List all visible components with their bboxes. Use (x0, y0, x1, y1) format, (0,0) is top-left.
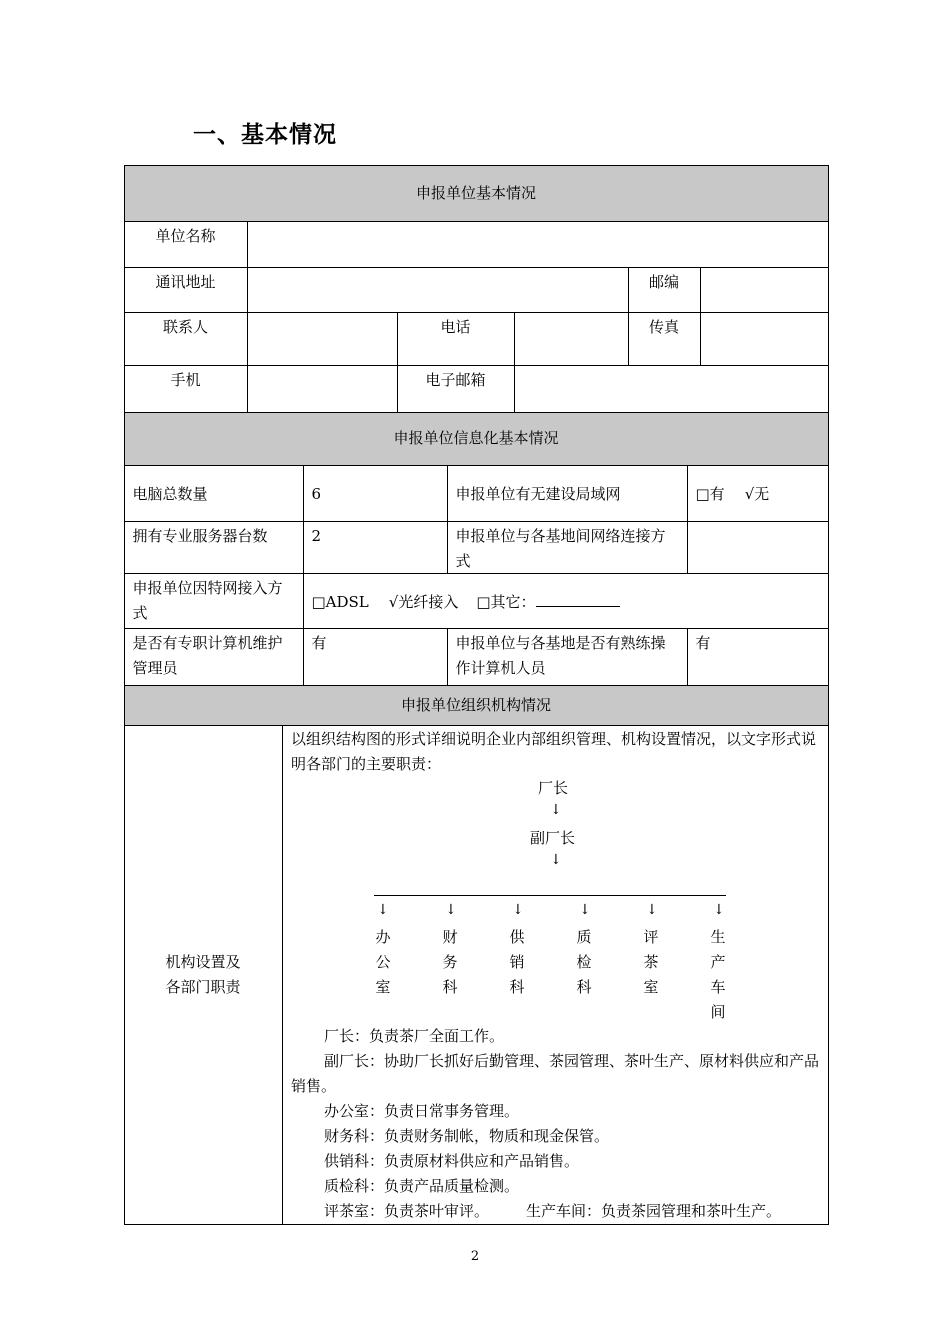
phone-label: 电话 (397, 312, 515, 366)
computers-label: 电脑总数量 (124, 465, 304, 522)
org-label-line2: 各部门职责 (165, 977, 241, 996)
arrow-down-icon: ↓ (377, 902, 389, 918)
dept-finance (435, 925, 465, 1000)
dept-office (368, 925, 398, 1000)
arrow-down-icon: ↓ (713, 902, 725, 918)
unit-name-label: 单位名称 (124, 221, 248, 268)
duty-tea-review: 评茶室：负责茶叶审评。 (324, 1202, 490, 1220)
chart-branch-line (374, 895, 726, 896)
mobile-value[interactable] (247, 365, 398, 413)
mobile-label: 手机 (124, 365, 248, 413)
duty-finance: 财务科：负责财务制帐，物质和现金保管。 (324, 1127, 610, 1145)
dept-char: 生 (710, 928, 726, 946)
lan-label: 申报单位有无建设局域网 (447, 465, 688, 522)
postcode-label: 邮编 (628, 267, 701, 313)
dept-char: 间 (710, 1003, 726, 1021)
unit-name-value[interactable] (247, 221, 829, 268)
it-staff-label: 是否有专职计算机维护管理员 (124, 628, 304, 686)
arrow-down-icon: ↓ (646, 902, 658, 918)
dept-char: 茶 (643, 953, 659, 971)
dept-char: 评 (643, 928, 659, 946)
page-number: 2 (470, 1249, 480, 1264)
arrow-down-icon: ↓ (550, 852, 562, 868)
org-label-line1: 机构设置及 (165, 952, 241, 971)
lan-no-checkbox[interactable]: √无 (744, 484, 770, 503)
chart-node-deputy-text: 副厂长 (530, 829, 576, 847)
dept-workshop (703, 925, 733, 1025)
operators-label: 申报单位与各基地是否有熟练操作计算机人员 (447, 628, 688, 686)
internet-adsl-checkbox[interactable]: □ADSL (311, 592, 369, 611)
duty-office: 办公室：负责日常事务管理。 (324, 1102, 520, 1120)
chart-node-deputy (530, 826, 575, 851)
dept-char: 产 (710, 953, 726, 971)
dept-char: 办 (375, 928, 391, 946)
internet-label: 申报单位因特网接入方式 (124, 573, 304, 629)
contact-value[interactable] (247, 312, 398, 366)
org-intro: 以组织结构图的形式详细说明企业内部组织管理、机构设置情况，以文字形式说明各部门的主要职责： (291, 730, 817, 773)
address-label: 通讯地址 (124, 267, 248, 313)
network-label: 申报单位与各基地间网络连接方式 (447, 521, 688, 574)
computers-value[interactable]: 6 (303, 465, 448, 522)
dept-char: 供 (509, 928, 525, 946)
section-header-basic (124, 165, 829, 222)
servers-label: 拥有专业服务器台数 (124, 521, 304, 574)
section-header-text: 申报单位基本情况 (415, 183, 536, 202)
duty-director: 厂长：负责茶厂全面工作。 (324, 1027, 505, 1045)
contact-label: 联系人 (124, 312, 248, 366)
duty-deputy: 副厂长：协助厂长抓好后勤管理、茶园管理、茶叶生产、原材料供应和产品销售。 (291, 1052, 820, 1095)
dept-char: 检 (576, 953, 592, 971)
dept-quality (569, 925, 599, 1000)
dept-supply (502, 925, 532, 1000)
dept-char: 科 (442, 978, 458, 996)
internet-fiber-checkbox[interactable]: √光纤接入 (388, 592, 459, 611)
section-header-text: 申报单位信息化基本情况 (393, 429, 559, 447)
duty-supply: 供销科：负责原材料供应和产品销售。 (324, 1152, 580, 1170)
org-left-label (124, 725, 283, 1225)
page-title: 一、基本情况 (193, 122, 337, 148)
dept-char: 销 (509, 953, 525, 971)
email-label: 电子邮箱 (397, 365, 515, 413)
dept-char: 室 (643, 978, 659, 996)
arrow-down-icon: ↓ (550, 802, 562, 818)
section-header-it (124, 412, 829, 466)
dept-char: 务 (442, 953, 458, 971)
fax-value[interactable] (700, 312, 829, 366)
arrow-down-icon: ↓ (445, 902, 457, 918)
postcode-value[interactable] (700, 267, 829, 313)
dept-char: 质 (576, 928, 592, 946)
internet-other-input[interactable] (536, 592, 620, 607)
phone-value[interactable] (514, 312, 629, 366)
email-value[interactable] (514, 365, 829, 413)
arrow-down-icon: ↓ (512, 902, 524, 918)
dept-char: 科 (509, 978, 525, 996)
lan-options (687, 465, 829, 522)
section-header-org (124, 685, 829, 726)
it-staff-value[interactable]: 有 (303, 628, 448, 686)
network-value[interactable] (687, 521, 829, 574)
duty-workshop: 生产车间：负责茶园管理和茶叶生产。 (526, 1202, 782, 1220)
servers-value[interactable]: 2 (303, 521, 448, 574)
dept-char: 室 (375, 978, 391, 996)
dept-char: 财 (442, 928, 458, 946)
chart-node-director: 厂长 (538, 779, 569, 797)
internet-other-checkbox[interactable]: □其它： (476, 592, 536, 611)
duty-quality: 质检科：负责产品质量检测。 (324, 1177, 520, 1195)
dept-char: 公 (375, 953, 391, 971)
operators-value[interactable]: 有 (687, 628, 829, 686)
dept-char: 科 (576, 978, 592, 996)
lan-yes-checkbox[interactable]: □有 (695, 484, 725, 503)
section-header-text: 申报单位组织机构情况 (400, 695, 551, 714)
fax-label: 传真 (628, 312, 701, 366)
address-value[interactable] (247, 267, 629, 313)
internet-options (303, 573, 829, 629)
dept-tea-review (636, 925, 666, 1000)
arrow-down-icon: ↓ (579, 902, 591, 918)
dept-char: 车 (710, 978, 726, 996)
